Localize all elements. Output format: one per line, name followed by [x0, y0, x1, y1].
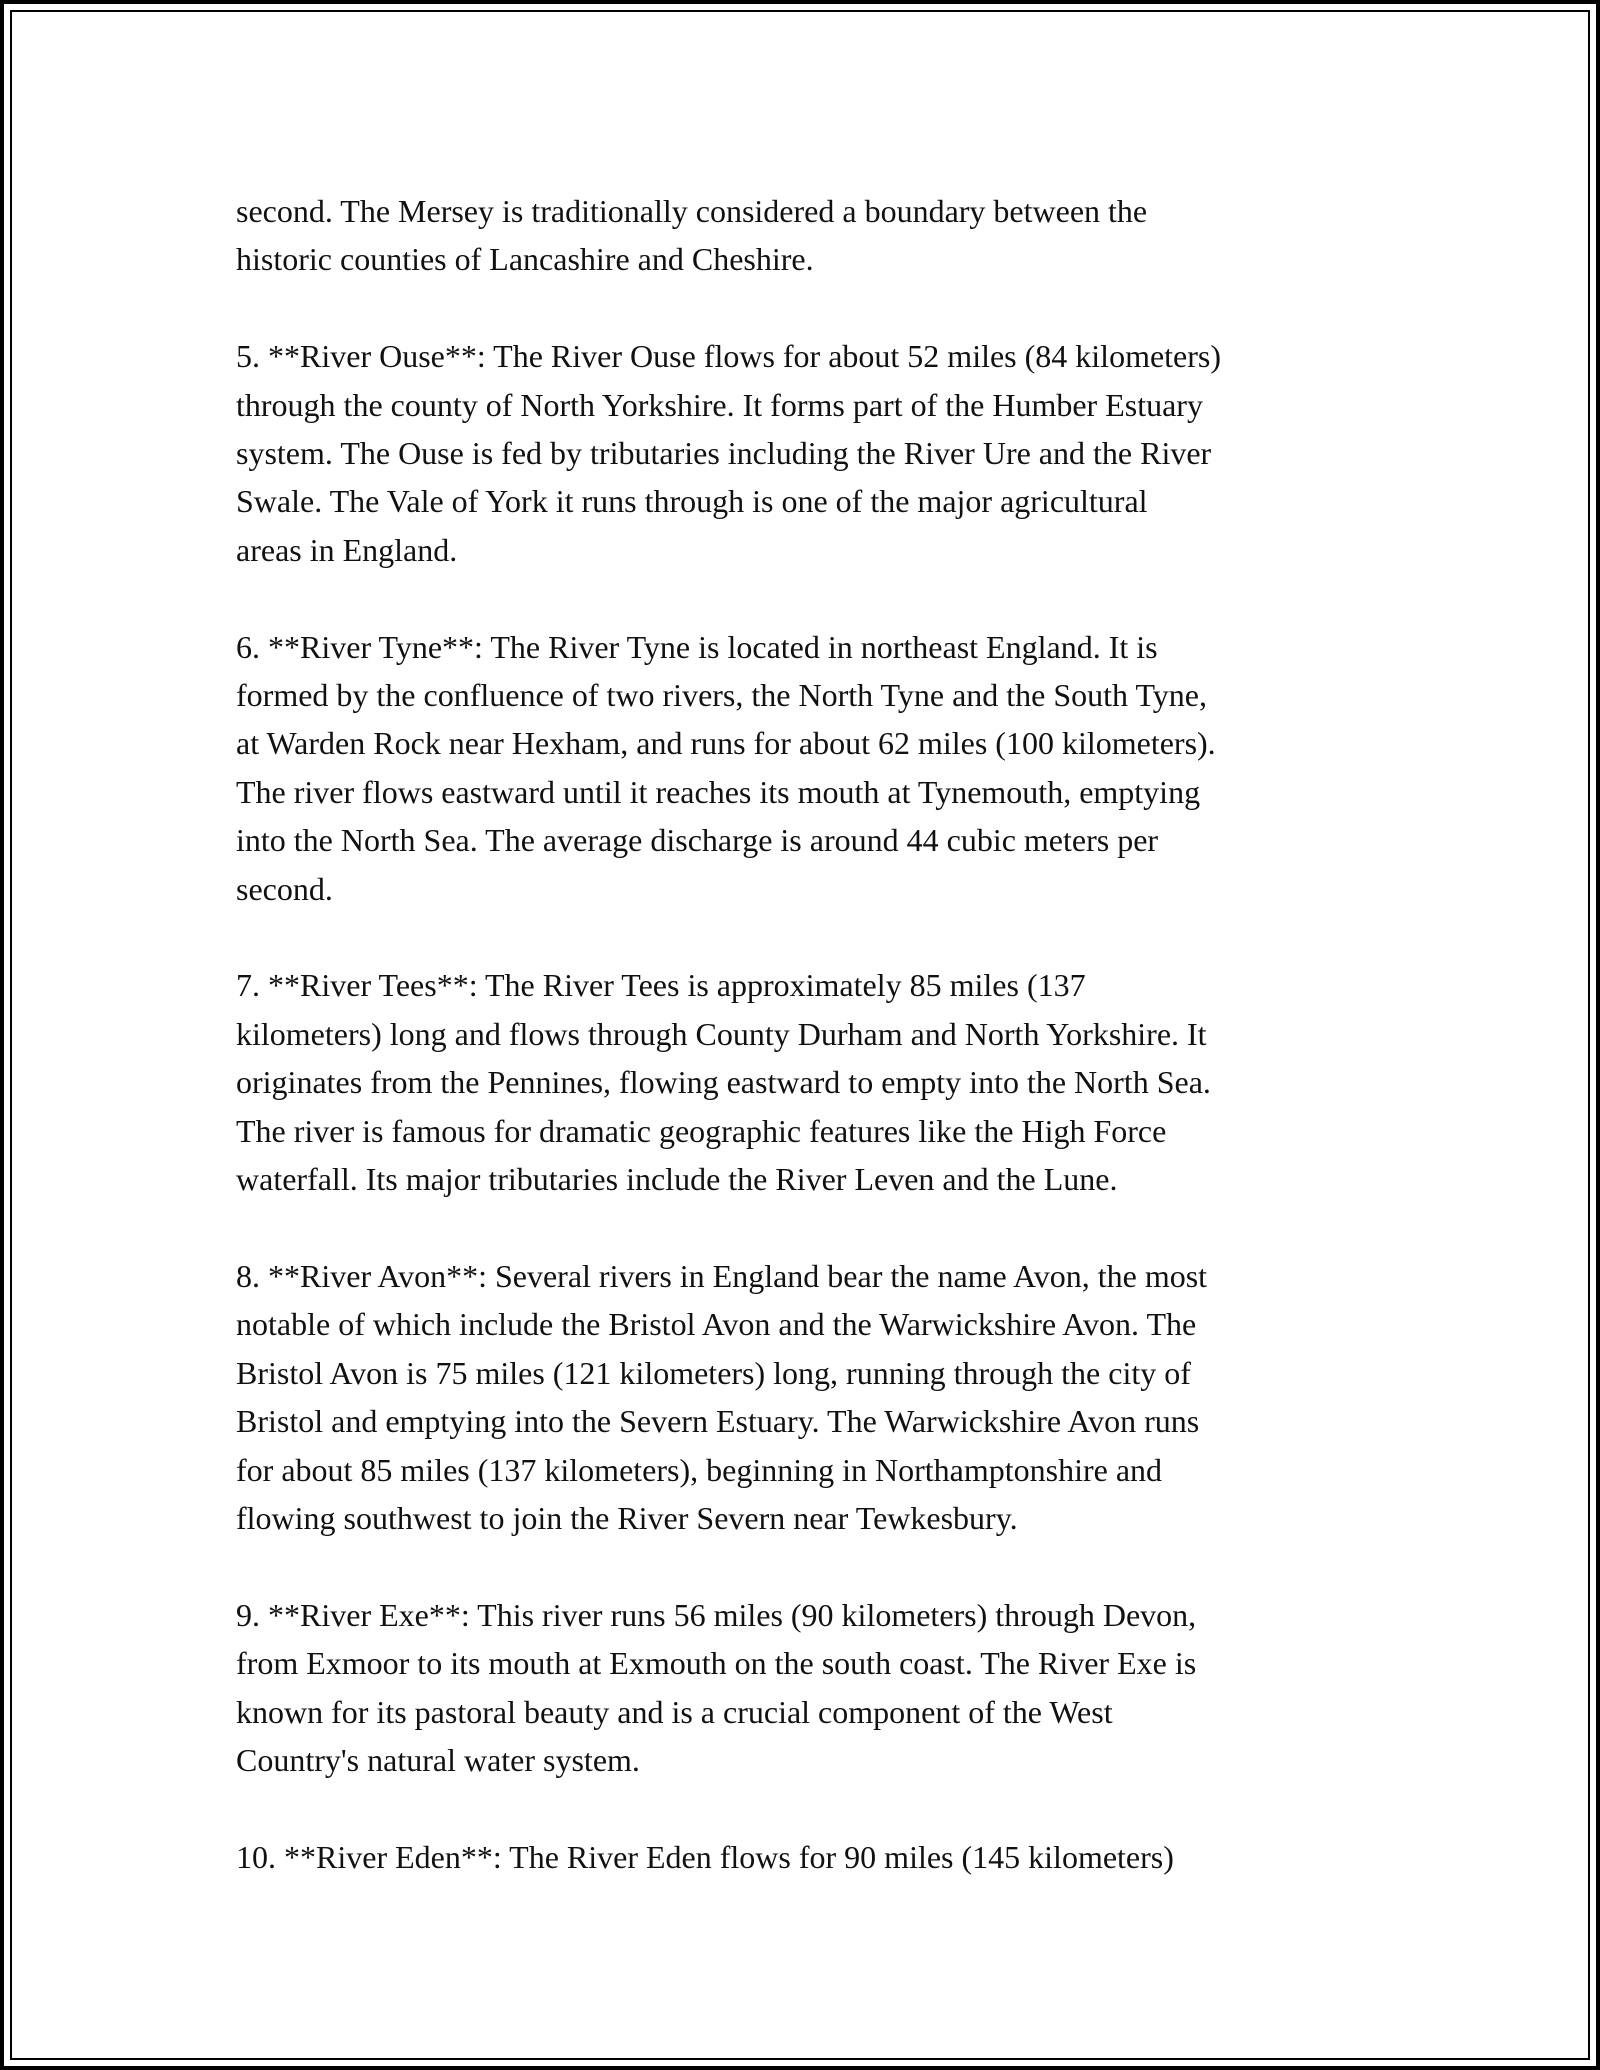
text-line: Bristol and emptying into the Severn Estuary. The Warwickshire Avon runs: [236, 1403, 1200, 1440]
text-line: The river is famous for dramatic geographic features like the High Force: [236, 1112, 1167, 1149]
text-line: originates from the Pennines, flowing eastward to empty into the North Sea.: [236, 1064, 1211, 1101]
paragraph-river-ouse: [236, 332, 1386, 574]
text-line: notable of which include the Bristol Avon and the Warwickshire Avon. The: [236, 1306, 1197, 1343]
document-body: [236, 187, 1386, 1930]
text-line: Bristol Avon is 75 miles (121 kilometers) long, running through the city of: [236, 1354, 1191, 1391]
text-line: for about 85 miles (137 kilometers), beginning in Northamptonshire and: [236, 1451, 1163, 1488]
text-line: The river flows eastward until it reaches its mouth at Tynemouth, emptying: [236, 773, 1201, 810]
paragraph-river-avon: [236, 1252, 1386, 1542]
text-line: second.: [236, 870, 333, 907]
paragraph-river-tyne: [236, 623, 1386, 913]
paragraph-river-tees: [236, 961, 1386, 1203]
text-line: system. The Ouse is fed by tributaries including the River Ure and the River: [236, 435, 1212, 472]
text-line: known for its pastoral beauty and is a crucial component of the West: [236, 1693, 1113, 1730]
text-line: Country's natural water system.: [236, 1741, 640, 1778]
text-line: from Exmoor to its mouth at Exmouth on the south coast. The River Exe is: [236, 1645, 1197, 1682]
text-line: 7. **River Tees**: The River Tees is approximately 85 miles (137: [236, 967, 1086, 1004]
text-line: 5. **River Ouse**: The River Ouse flows for about 52 miles (84 kilometers): [236, 338, 1222, 375]
text-line: 6. **River Tyne**: The River Tyne is located in northeast England. It is: [236, 628, 1158, 665]
paragraph-mersey-continued: [236, 187, 1386, 284]
text-line: into the North Sea. The average discharge is around 44 cubic meters per: [236, 822, 1159, 859]
text-line: through the county of North Yorkshire. It forms part of the Humber Estuary: [236, 386, 1203, 423]
text-line: areas in England.: [236, 531, 458, 568]
text-line: historic counties of Lancashire and Cheshire.: [236, 241, 814, 278]
text-line: kilometers) long and flows through County Durham and North Yorkshire. It: [236, 1015, 1207, 1052]
text-line: Swale. The Vale of York it runs through is one of the major agricultural: [236, 483, 1148, 520]
text-line: 8. **River Avon**: Several rivers in England bear the name Avon, the most: [236, 1257, 1208, 1294]
text-line: waterfall. Its major tributaries include the River Leven and the Lune.: [236, 1161, 1118, 1198]
text-line: at Warden Rock near Hexham, and runs for about 62 miles (100 kilometers).: [236, 725, 1216, 762]
paragraph-river-eden: [236, 1833, 1386, 1881]
paragraph-river-exe: [236, 1591, 1386, 1785]
text-line: 10. **River Eden**: The River Eden flows for 90 miles (145 kilometers): [236, 1838, 1174, 1875]
text-line: second. The Mersey is traditionally considered a boundary between the: [236, 193, 1148, 229]
text-line: 9. **River Exe**: This river runs 56 miles (90 kilometers) through Devon,: [236, 1596, 1197, 1633]
text-line: formed by the confluence of two rivers, the North Tyne and the South Tyne,: [236, 677, 1207, 714]
text-line: flowing southwest to join the River Severn near Tewkesbury.: [236, 1499, 1018, 1536]
